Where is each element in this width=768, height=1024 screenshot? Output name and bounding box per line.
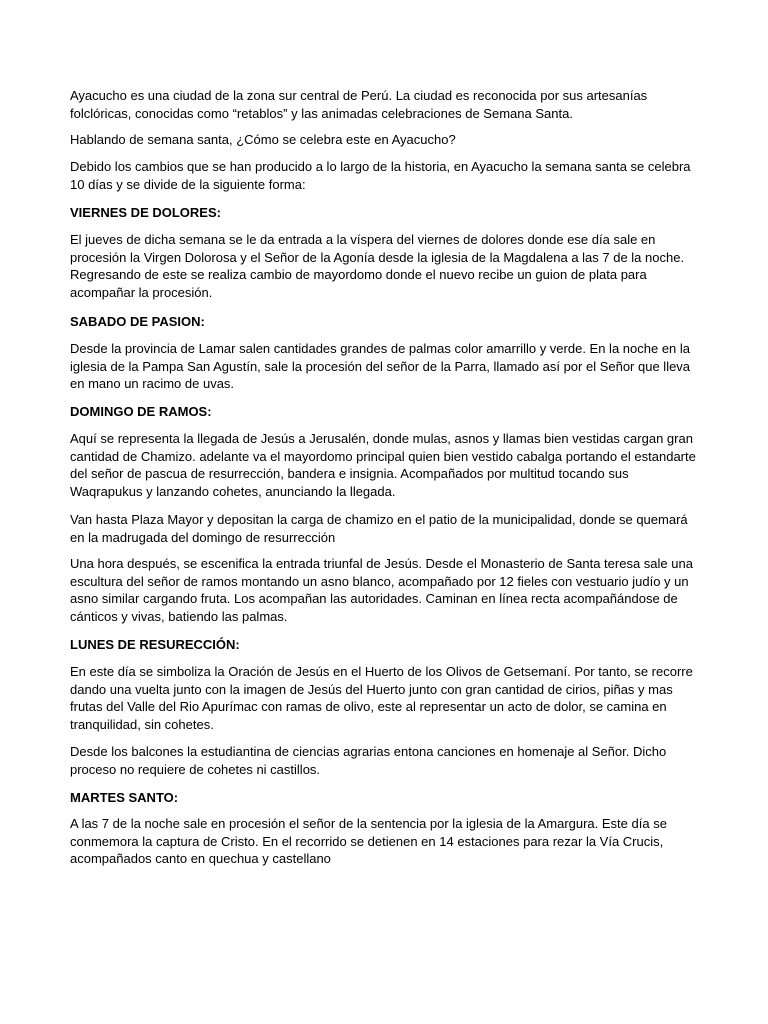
heading-martes-santo: MARTES SANTO: bbox=[70, 790, 179, 805]
domingo-paragraph-1: Aquí se representa la llegada de Jesús a Jerusalén, donde mulas, asnos y llamas bien vestidas cargan gran cantidad de Chamizo. adelante va el mayordomo principal quien bien vestido cabalga portando el estandarte del señor de pascua de resurrección, bandera e insignia. Acompañados por multitud tocando sus Waqrapukus y lanzando cohetes, anunciando la llegada. bbox=[70, 431, 696, 499]
structure-paragraph: Debido los cambios que se han producido a lo largo de la historia, en Ayacucho la semana santa se celebra 10 días y se divide de la siguiente forma: bbox=[70, 159, 691, 192]
heading-viernes-de-dolores: VIERNES DE DOLORES: bbox=[70, 205, 221, 220]
martes-paragraph: A las 7 de la noche sale en procesión el señor de la sentencia por la iglesia de la Amargura. Este día se conmemora la captura de Cristo. En el recorrido se detienen en 14 estaciones para rezar la Vía Crucis, acompañados canto en quechua y castellano bbox=[70, 816, 667, 866]
heading-sabado-de-pasion: SABADO DE PASION: bbox=[70, 314, 205, 329]
lunes-paragraph-2: Desde los balcones la estudiantina de ciencias agrarias entona canciones en homenaje al Señor. Dicho proceso no requiere de cohetes ni castillos. bbox=[70, 744, 667, 777]
heading-lunes-de-resureccion: LUNES DE RESURECCIÓN: bbox=[70, 637, 240, 652]
domingo-paragraph-3: Una hora después, se escenifica la entrada triunfal de Jesús. Desde el Monasterio de Santa teresa sale una escultura del señor de ramos montando un asno blanco, acompañado por 12 fieles con vestuario judío y un asno similar cargando fruta. Los acompañan las autoridades. Caminan en línea recta acompañándose de cánticos y vivas, batiendo las palmas. bbox=[70, 556, 693, 624]
sabado-paragraph: Desde la provincia de Lamar salen cantidades grandes de palmas color amarrillo y verde. En la noche en la iglesia de la Pampa San Agustín, sale la procesión del señor de la Parra, llamado así por el Señor que lleva en mano un racimo de uvas. bbox=[70, 341, 691, 391]
viernes-paragraph: El jueves de dicha semana se le da entrada a la víspera del viernes de dolores donde ese día sale en procesión la Virgen Dolorosa y el Señor de la Agonía desde la iglesia de la Magdalena a las 7 de la noche. Regresando de este se realiza cambio de mayordomo donde el nuevo recibe un guion de plata para acompañar la procesión. bbox=[70, 232, 685, 300]
domingo-paragraph-2: Van hasta Plaza Mayor y depositan la carga de chamizo en el patio de la municipalidad, donde se quemará en la madrugada del domingo de resurrección bbox=[70, 512, 688, 545]
heading-domingo-de-ramos: DOMINGO DE RAMOS: bbox=[70, 404, 212, 419]
intro-paragraph: Ayacucho es una ciudad de la zona sur central de Perú. La ciudad es reconocida por sus artesanías folclóricas, conocidas como “retablos” y las animadas celebraciones de Semana Santa. bbox=[70, 88, 648, 121]
lunes-paragraph-1: En este día se simboliza la Oración de Jesús en el Huerto de los Olivos de Getsemaní. Por tanto, se recorre dando una vuelta junto con la imagen de Jesús del Huerto junto con gran cantidad de cirios, piñas y mas frutas del Valle del Rio Apurímac con ramas de olivo, este al representar un acto de dolor, se camina en tranquilidad, sin cohetes. bbox=[70, 664, 693, 732]
question-paragraph: Hablando de semana santa, ¿Cómo se celebra este en Ayacucho? bbox=[70, 132, 456, 147]
